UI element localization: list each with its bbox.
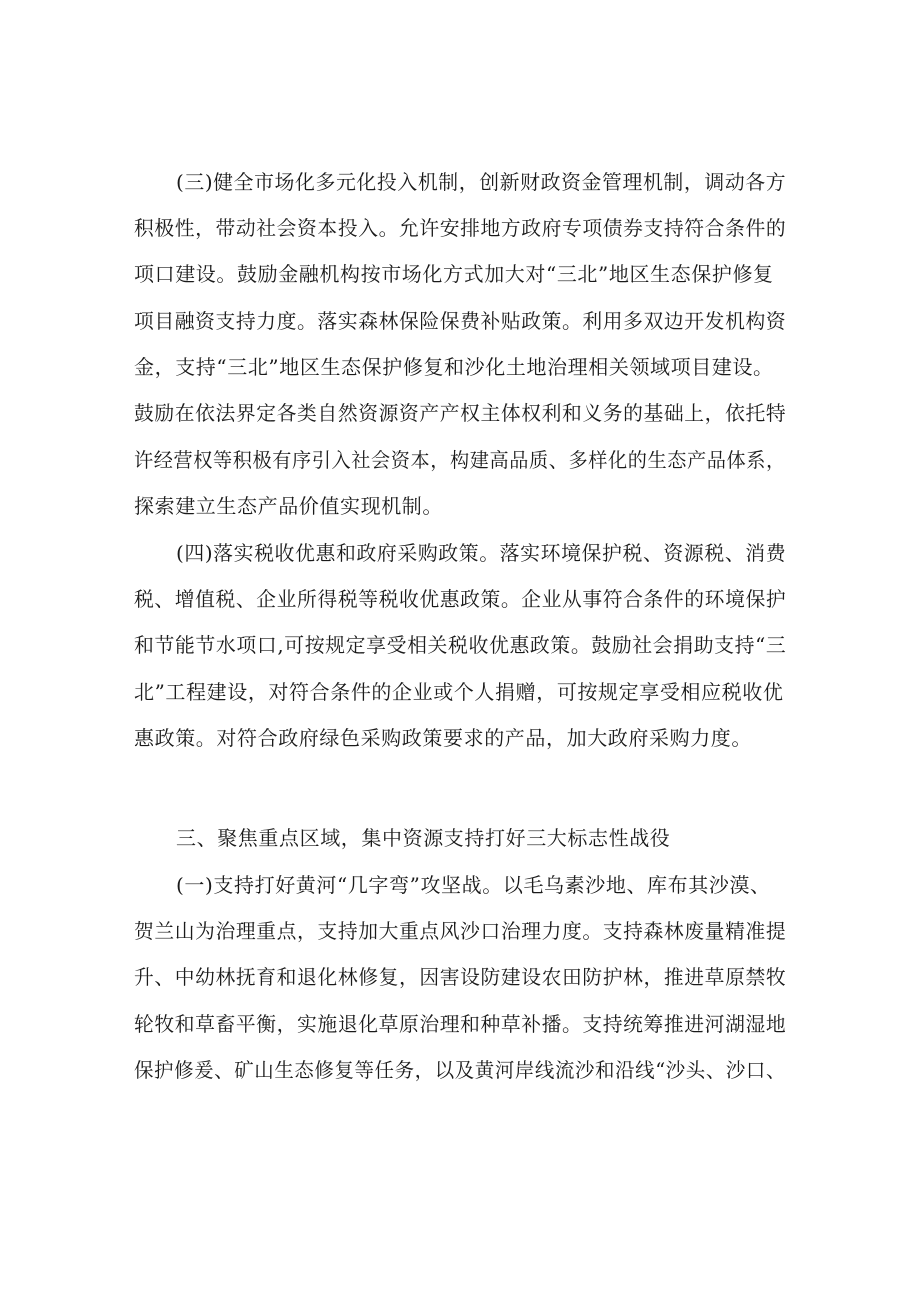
paragraph-line: 金，支持“三北”地区生态保护修复和沙化土地治理相关领域项目建设。 <box>134 355 774 379</box>
paragraph-line: 升、中幼林抚育和退化林修复，因害设防建设农田防护林，推进草原禁牧 <box>134 965 787 989</box>
section-heading: 三、聚焦重点区域，集中资源支持打好三大标志性战役 <box>176 826 671 850</box>
paragraph-line: 保护修爰、矿山生态修复等任务，以及黄河岸线流沙和沿线“沙头、沙口、 <box>134 1058 787 1082</box>
paragraph-line: (一)支持打好黄河“几字弯”攻坚战。以毛乌素沙地、库布其沙漠、 <box>176 873 771 897</box>
paragraph-line: 贺兰山为治理重点，支持加大重点风沙口治理力度。支持森林废量精准提 <box>134 919 787 943</box>
paragraph-line: 鼓励在依法界定各类自然资源资产产权主体权利和义务的基础上，依托特 <box>134 401 787 425</box>
paragraph-line: (四)落实税收优惠和政府采购政策。落实环境保护税、资源税、消费 <box>176 541 787 565</box>
paragraph-line: 轮牧和草畜平衡，实施退化草原治理和种草补播。支持统筹推进河湖湿地 <box>134 1012 787 1036</box>
paragraph-line: 探索建立生态产品价值实现机制。 <box>134 494 443 518</box>
paragraph-line: 惠政策。对符合政府绿色采购政策要求的产品，加大政府采购力度。 <box>134 726 752 750</box>
paragraph-line: 许经营权等积极有序引入社会资本，构建高品质、多样化的生态产品体系， <box>134 448 786 472</box>
paragraph-line: 项口建设。鼓励金融机构按市场化方式加大对“三北”地区生态保护修复 <box>134 262 774 286</box>
paragraph-line: (三)健全市场化多元化投入机制，创新财政资金管理机制，调动各方 <box>176 170 787 194</box>
paragraph-line: 北”工程建设，对符合条件的企业或个人捐赠，可按规定享受相应税收优 <box>134 680 784 704</box>
paragraph-line: 税、增值税、企业所得税等税收优惠政策。企业从事符合条件的环境保护 <box>134 587 787 611</box>
paragraph-line: 积极性，带动社会资本投入。允许安排地方政府专项债券支持符合条件的 <box>134 216 787 240</box>
paragraph-line: 和节能节水项口,可按规定享受相关税收优惠政策。鼓励社会捐助支持“三 <box>134 633 787 657</box>
paragraph-line: 项目融资支持力度。落实森林保险保费补贴政策。利用多双边开发机构资 <box>134 309 787 333</box>
